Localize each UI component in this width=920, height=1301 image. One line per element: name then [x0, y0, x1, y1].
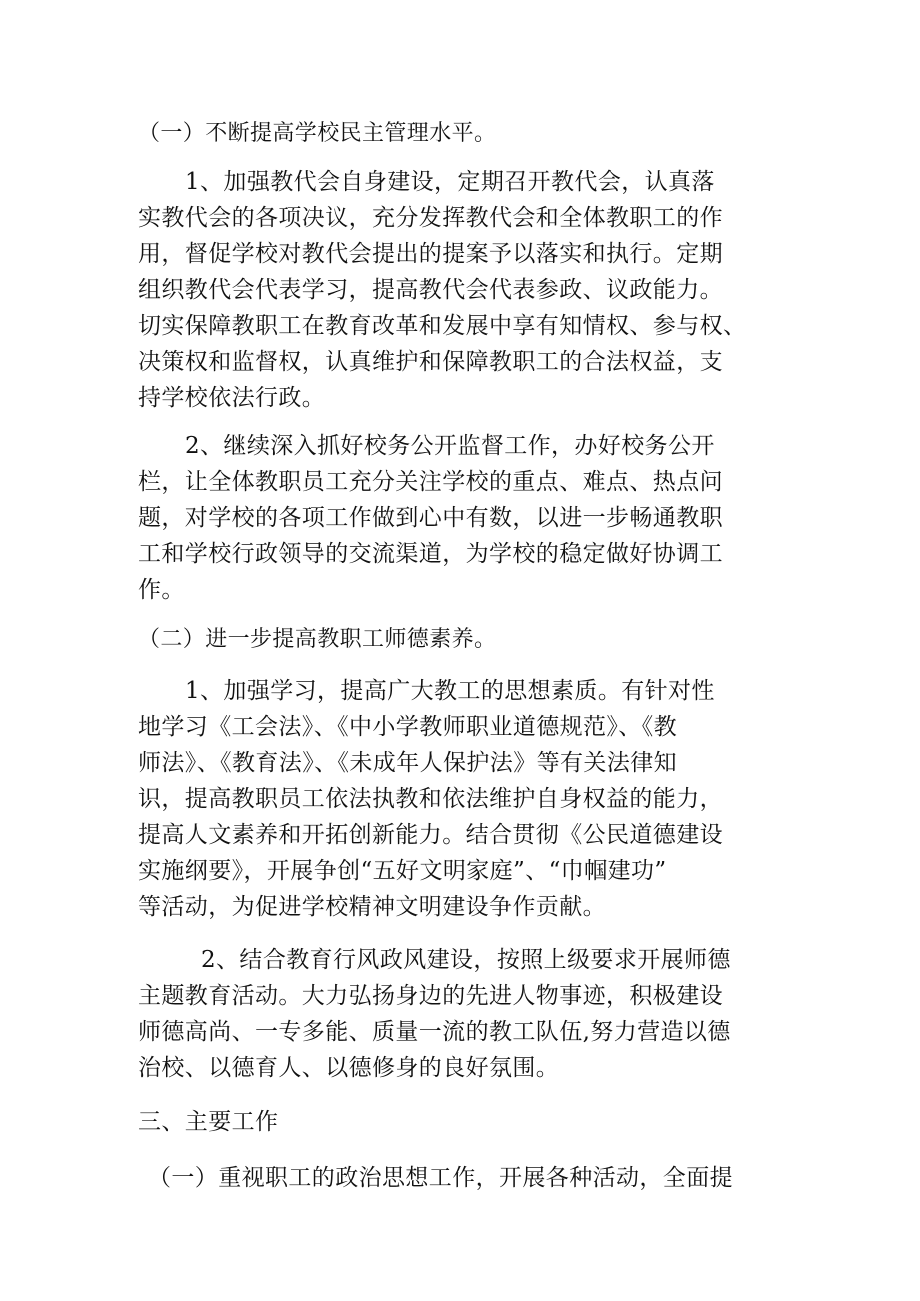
- paragraph-line: 栏，让全体教职员工充分关注学校的重点、难点、热点问: [138, 469, 723, 495]
- section-heading: 三、主要工作: [138, 1109, 279, 1135]
- section-heading: （一）不断提高学校民主管理水平。: [138, 121, 497, 146]
- paragraph-line: 2、继续深入抓好校务公开监督工作，办好校务公开: [185, 433, 715, 459]
- paragraph-line: （一）重视职工的政治思想工作，开展各种活动，全面提: [148, 1165, 733, 1191]
- paragraph-line: 工和学校行政领导的交流渠道，为学校的稳定做好协调工: [138, 541, 723, 567]
- paragraph-line: 实教代会的各项决议，充分发挥教代会和全体教职工的作: [138, 205, 723, 231]
- paragraph-line: 1、加强学习，提高广大教工的思想素质。有针对性: [185, 678, 715, 704]
- paragraph-line: 1、加强教代会自身建设，定期召开教代会，认真落: [185, 169, 715, 195]
- paragraph-line: 主题教育活动。大力弘扬身边的先进人物事迹，积极建设: [138, 983, 723, 1009]
- paragraph-line: 作。: [138, 577, 185, 603]
- paragraph-line: 识，提高教职员工依法执教和依法维护自身权益的能力，: [138, 786, 723, 812]
- paragraph-line: 地学习《工会法》、《中小学教师职业道德规范》、《教: [138, 714, 677, 740]
- paragraph-line: 师德高尚、一专多能、质量一流的教工队伍,努力营造以德: [138, 1019, 731, 1045]
- paragraph-line: 组织教代会代表学习，提高教代会代表参政、议政能力。: [138, 277, 723, 303]
- paragraph-line: 2、结合教育行风政风建设，按照上级要求开展师德: [201, 947, 731, 973]
- paragraph-line: 用，督促学校对教代会提出的提案予以落实和执行。定期: [138, 241, 723, 267]
- paragraph-line: 治校、以德育人、以德修身的良好氛围。: [138, 1055, 560, 1081]
- paragraph-line: 提高人文素养和开拓创新能力。结合贯彻《公民道德建设: [138, 822, 723, 848]
- paragraph-line: 题，对学校的各项工作做到心中有数，以进一步畅通教职: [138, 505, 723, 531]
- paragraph-line: 师法》、《教育法》、《未成年人保护法》等有关法律知: [138, 750, 677, 776]
- paragraph-line: 持学校依法行政。: [138, 385, 326, 411]
- paragraph-line: 实施纲要》，开展争创“五好文明家庭”、“巾帼建功”: [138, 858, 667, 884]
- paragraph-line: 等活动，为促进学校精神文明建设争作贡献。: [138, 894, 606, 920]
- section-heading: （二）进一步提高教职工师德素养。: [138, 627, 497, 652]
- paragraph-line: 决策权和监督权，认真维护和保障教职工的合法权益，支: [138, 349, 723, 375]
- paragraph-line: 切实保障教职工在教育改革和发展中享有知情权、参与权、: [138, 313, 747, 339]
